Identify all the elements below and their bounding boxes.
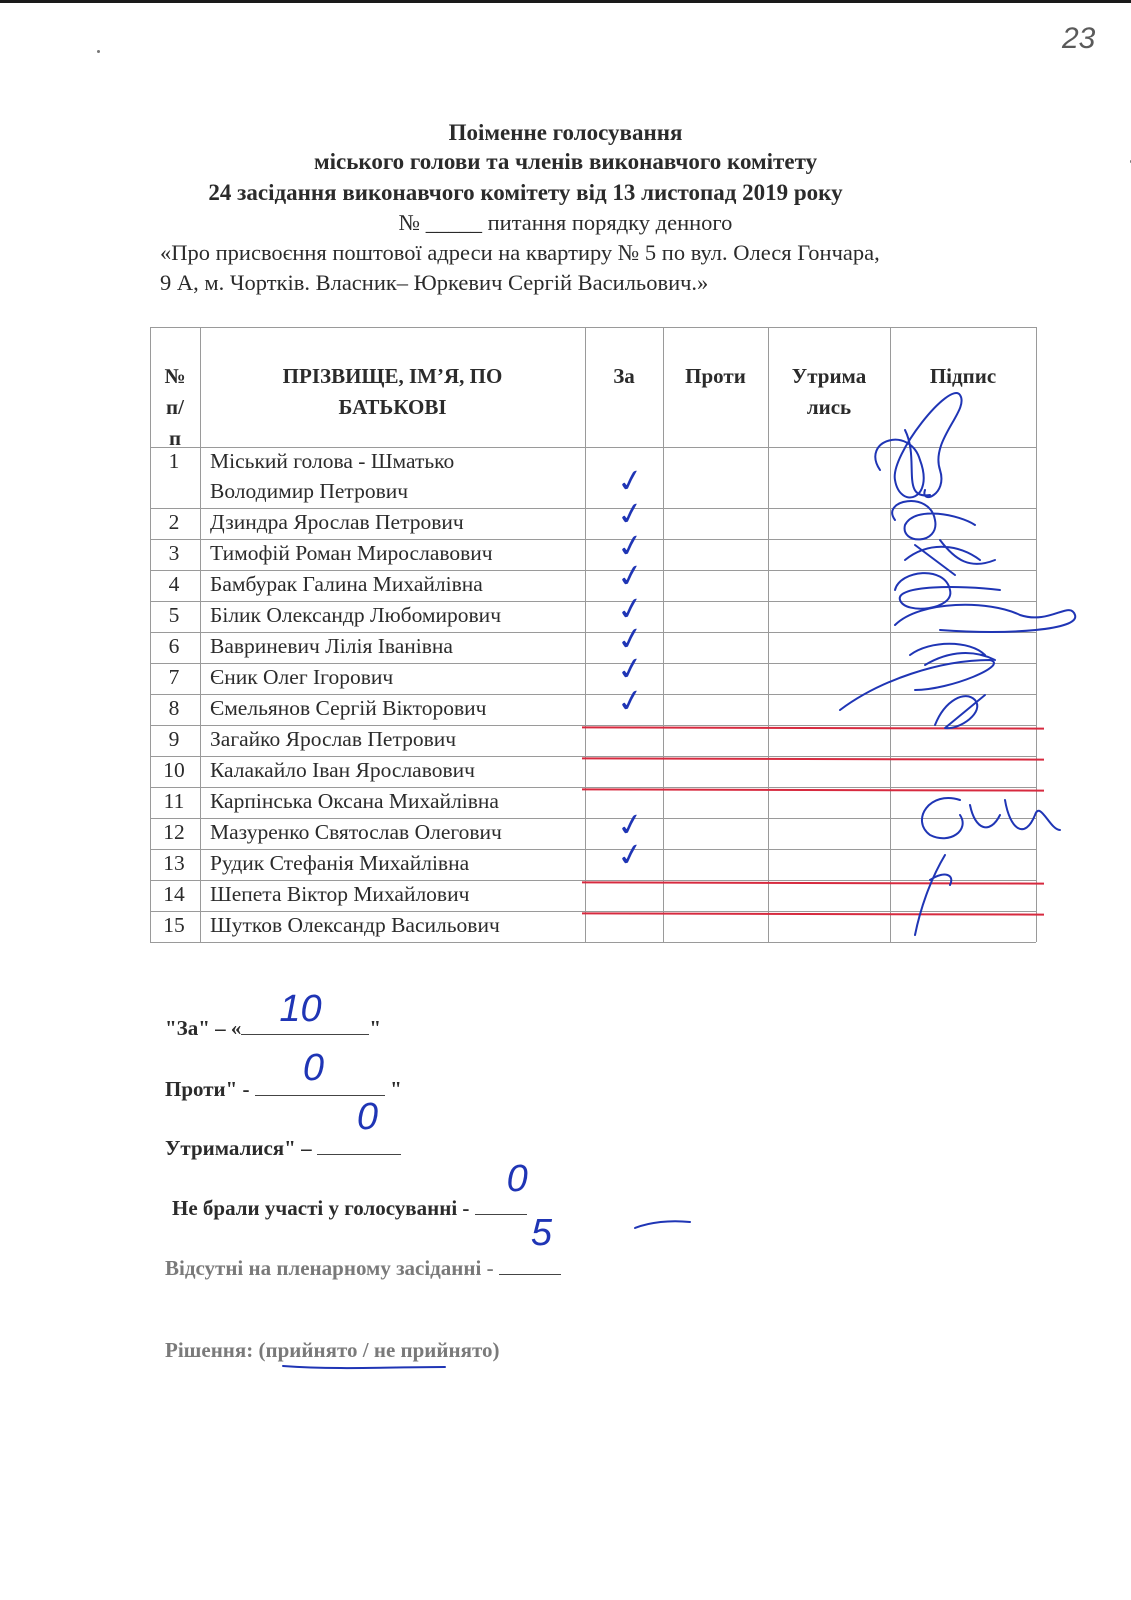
top-edge-rule xyxy=(0,0,1131,3)
header-abstain-line: лись xyxy=(806,395,852,419)
vote-for-check-icon: ✓ xyxy=(613,589,648,630)
tally-against-blank xyxy=(255,1047,385,1096)
row-number: 15 xyxy=(163,913,185,937)
row-number: 10 xyxy=(163,758,185,782)
signature-row-13 xyxy=(915,855,951,935)
row-member-name: Білик Олександр Любомирович xyxy=(210,603,502,627)
row-number: 11 xyxy=(163,789,185,813)
tally-against-label-end: " xyxy=(390,1077,402,1101)
header-for: За xyxy=(613,364,635,388)
tally-abstain-blank xyxy=(317,1096,401,1155)
subject-line-1: «Про присвоєння поштової адреси на квартиру № 5 по вул. Олеся Гончара, xyxy=(160,240,880,265)
table-row-rule xyxy=(150,694,1036,695)
table-row-rule xyxy=(150,447,1036,448)
row-member-name: Мазуренко Святослав Олегович xyxy=(210,820,502,844)
signature-row-4 xyxy=(895,573,1000,609)
table-row-rule xyxy=(150,942,1036,943)
signature-row-6 xyxy=(910,644,995,665)
tally-for-blank xyxy=(241,988,369,1035)
absent-strike-line xyxy=(582,757,1044,760)
tally-no-participation xyxy=(172,1158,528,1221)
row-member-name: Бамбурак Галина Михайлівна xyxy=(210,572,483,596)
row-member-name: Калакайло Іван Ярославович xyxy=(210,758,475,782)
absent-strike-line xyxy=(582,726,1044,729)
table-row-rule xyxy=(150,663,1036,664)
tally-abstain xyxy=(165,1096,401,1161)
tally-for xyxy=(165,988,382,1041)
tally-for-label: "За" – « xyxy=(165,1016,242,1040)
table-row-rule xyxy=(150,601,1036,602)
row-number: 1 xyxy=(168,449,180,473)
tally-against-label: Проти" - xyxy=(165,1077,250,1101)
row-member-name: Єник Олег Ігорович xyxy=(210,665,394,689)
row-member-name: Загайко Ярослав Петрович xyxy=(210,727,457,751)
row-member-name: Карпінська Оксана Михайлівна xyxy=(210,789,499,813)
row-number: 12 xyxy=(163,820,185,844)
tally-no-participation-value: 0 xyxy=(506,1158,528,1200)
decision-accepted: прийнято xyxy=(265,1338,358,1362)
decision-separator: / xyxy=(357,1338,374,1362)
row-number: 6 xyxy=(168,634,180,658)
signature-row-1-flourish xyxy=(905,430,930,495)
header-name-line: БАТЬКОВІ xyxy=(338,395,447,419)
row-member-name: Рудик Стефанія Михайлівна xyxy=(210,851,470,875)
absent-strike-line xyxy=(582,912,1044,915)
header-number-line: № xyxy=(164,364,186,388)
row-member-name: Шепета Віктор Михайлович xyxy=(210,882,470,906)
signature-row-7 xyxy=(840,660,994,710)
row-member-name: Міський голова - Шматько xyxy=(210,449,455,473)
row-number: 8 xyxy=(168,696,180,720)
table-row-rule xyxy=(150,539,1036,540)
decision-close: ) xyxy=(492,1338,500,1362)
subject-line-2: 9 А, м. Чортків. Власник– Юркевич Сергій Васильович.» xyxy=(160,270,709,295)
header-abstain-line: Утрима xyxy=(791,364,867,388)
row-number: 3 xyxy=(168,541,180,565)
header-number-line: п/ xyxy=(166,395,184,419)
row-number: 14 xyxy=(163,882,185,906)
tally-absent-label: Відсутні на пленарному засіданні - xyxy=(165,1256,494,1280)
tally-five-stroke xyxy=(635,1221,690,1228)
header-against: Проти xyxy=(685,364,746,388)
header-name xyxy=(200,361,585,423)
agenda-item-caption: питання порядку денного xyxy=(487,210,733,235)
title-line-2: міського голови та членів виконавчого комітету xyxy=(313,149,818,174)
agenda-item-number-sign: № xyxy=(398,210,421,235)
row-number: 9 xyxy=(168,727,180,751)
tally-absent-blank xyxy=(499,1212,561,1275)
header-signature: Підпис xyxy=(929,364,997,388)
tally-absent xyxy=(165,1212,561,1281)
row-number: 7 xyxy=(168,665,180,689)
absent-strike-line xyxy=(582,788,1044,791)
row-member-name: Ємельянов Сергій Вікторович xyxy=(210,696,487,720)
table-column-rule xyxy=(1036,327,1037,942)
vote-for-check-icon: ✓ xyxy=(613,461,648,502)
row-number: 13 xyxy=(163,851,185,875)
vote-for-check-icon: ✓ xyxy=(613,681,648,722)
vote-for-check-icon: ✓ xyxy=(613,805,648,846)
title-line-3: 24 засідання виконавчого комітету від 13 листопад 2019 року xyxy=(208,180,843,205)
header-number-line: п xyxy=(168,426,182,450)
tally-for-label-end: " xyxy=(369,1016,382,1040)
row-number: 5 xyxy=(168,603,180,627)
tally-for-value: 10 xyxy=(279,988,322,1030)
header-number xyxy=(150,361,200,454)
header-abstain xyxy=(768,361,890,423)
tally-against-value: 0 xyxy=(302,1047,324,1089)
row-member-name: Шутков Олександр Васильович xyxy=(210,913,500,937)
decision-rejected: не прийнято xyxy=(373,1338,493,1362)
vote-for-check-icon: ✓ xyxy=(613,835,648,876)
table-row-rule xyxy=(150,632,1036,633)
signature-row-5 xyxy=(895,605,1075,632)
tally-abstain-value: 0 xyxy=(356,1096,378,1138)
table-row-rule xyxy=(150,849,1036,850)
tally-absent-value: 5 xyxy=(530,1212,552,1254)
header-name-line: ПРІЗВИЩЕ, ІМ’Я, ПО xyxy=(282,364,503,388)
table-row-rule xyxy=(150,818,1036,819)
table-row-rule xyxy=(150,327,1036,328)
table-row-rule xyxy=(150,508,1036,509)
row-number: 4 xyxy=(168,572,180,596)
tally-decision-underline xyxy=(283,1366,445,1368)
table-row-rule xyxy=(150,570,1036,571)
handwritten-page-number: 23 xyxy=(1062,22,1096,55)
vote-for-check-icon: ✓ xyxy=(613,619,648,660)
agenda-item-number-blank: _____ xyxy=(425,210,482,235)
absent-strike-line xyxy=(582,881,1044,884)
vote-for-check-icon: ✓ xyxy=(613,556,648,597)
vote-for-check-icon: ✓ xyxy=(613,649,648,690)
row-number: 2 xyxy=(168,510,180,534)
agenda-item-line xyxy=(0,210,1131,236)
vote-for-check-icon: ✓ xyxy=(613,526,648,567)
signature-row-2 xyxy=(892,501,975,539)
row-member-name: Володимир Петрович xyxy=(210,479,409,503)
title-line-1: Поіменне голосування xyxy=(448,120,683,145)
row-member-name: Дзиндра Ярослав Петрович xyxy=(210,510,464,534)
decision-line xyxy=(165,1338,500,1363)
tally-no-participation-label: Не брали участі у голосуванні - xyxy=(172,1196,470,1220)
tally-abstain-label: Утрималися" – xyxy=(165,1136,312,1160)
decision-label: Рішення: ( xyxy=(165,1338,266,1362)
row-member-name: Тимофій Роман Мирославович xyxy=(210,541,493,565)
vote-for-check-icon: ✓ xyxy=(613,494,648,535)
row-member-name: Вавриневич Лілія Іванівна xyxy=(210,634,453,658)
signature-row-8 xyxy=(935,695,985,728)
tally-no-participation-blank xyxy=(475,1158,528,1215)
scan-speck xyxy=(97,50,100,53)
